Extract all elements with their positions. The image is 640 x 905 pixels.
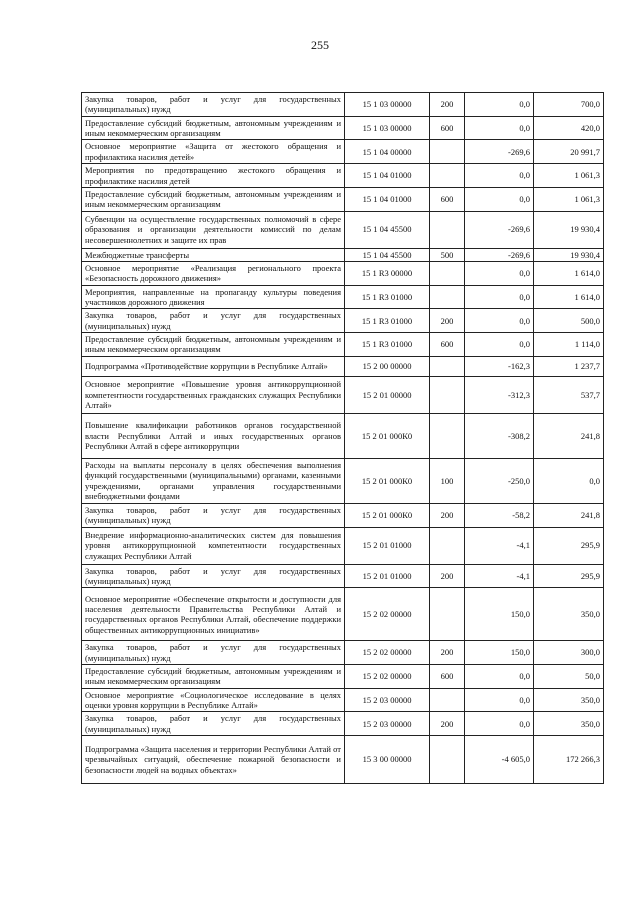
row-name-cell: Предоставление субсидий бюджетным, автономным учреждениям и иным некоммерческим организациям: [82, 116, 345, 140]
row-code-cell: 15 3 00 00000: [345, 736, 430, 784]
budget-table: [81, 92, 604, 784]
row-name-cell: Закупка товаров, работ и услуг для государственных (муниципальных) нужд: [82, 503, 345, 527]
row-name-cell: Основное мероприятие «Реализация регионального проекта «Безопасность дорожного движения»: [82, 261, 345, 285]
row-total-amount-cell: 300,0: [534, 641, 604, 665]
table-row: [82, 93, 604, 117]
row-code-cell: 15 2 02 00000: [345, 641, 430, 665]
row-change-amount-cell: -4,1: [465, 564, 534, 588]
row-change-amount-cell: -4 605,0: [465, 736, 534, 784]
row-change-amount-cell: 0,0: [465, 116, 534, 140]
table-row: [82, 413, 604, 458]
row-name-cell: Мероприятия, направленные на пропаганду культуры поведения участников дорожного движения: [82, 285, 345, 309]
row-total-amount-cell: 241,8: [534, 413, 604, 458]
row-code-cell: 15 2 01 01000: [345, 564, 430, 588]
budget-table-body: [82, 93, 604, 784]
row-total-amount-cell: 20 991,7: [534, 140, 604, 164]
row-name-cell: Предоставление субсидий бюджетным, автономным учреждениям и иным некоммерческим организациям: [82, 333, 345, 357]
row-total-amount-cell: 1 061,3: [534, 164, 604, 188]
row-code-cell: 15 1 03 00000: [345, 116, 430, 140]
row-expense-type-cell: 200: [430, 503, 465, 527]
row-total-amount-cell: 420,0: [534, 116, 604, 140]
row-code-cell: 15 1 04 45500: [345, 248, 430, 261]
row-code-cell: 15 1 R3 01000: [345, 309, 430, 333]
row-total-amount-cell: 1 114,0: [534, 333, 604, 357]
row-code-cell: 15 2 01 000К0: [345, 503, 430, 527]
row-code-cell: 15 1 R3 00000: [345, 261, 430, 285]
table-row: [82, 712, 604, 736]
row-expense-type-cell: [430, 527, 465, 564]
row-expense-type-cell: [430, 261, 465, 285]
table-row: [82, 688, 604, 712]
row-change-amount-cell: -312,3: [465, 376, 534, 413]
row-change-amount-cell: 0,0: [465, 187, 534, 211]
row-expense-type-cell: [430, 211, 465, 248]
row-change-amount-cell: -162,3: [465, 356, 534, 376]
table-row: [82, 641, 604, 665]
row-name-cell: Повышение квалификации работников органов государственной власти Республики Алтай и иных государственных органов Республики Алтай в сфере антикоррупции: [82, 413, 345, 458]
row-change-amount-cell: 150,0: [465, 641, 534, 665]
row-change-amount-cell: 150,0: [465, 588, 534, 641]
row-expense-type-cell: 200: [430, 641, 465, 665]
table-row: [82, 261, 604, 285]
row-change-amount-cell: -58,2: [465, 503, 534, 527]
table-row: [82, 664, 604, 688]
row-change-amount-cell: 0,0: [465, 261, 534, 285]
row-total-amount-cell: 700,0: [534, 93, 604, 117]
row-expense-type-cell: 600: [430, 664, 465, 688]
table-row: [82, 248, 604, 261]
row-name-cell: Закупка товаров, работ и услуг для государственных (муниципальных) нужд: [82, 564, 345, 588]
row-total-amount-cell: 350,0: [534, 688, 604, 712]
row-name-cell: Внедрение информационно-аналитических систем для повышения уровня антикоррупционной компетентности государственных служащих Республики Алтай: [82, 527, 345, 564]
row-total-amount-cell: 19 930,4: [534, 248, 604, 261]
row-name-cell: Основное мероприятие «Защита от жестокого обращения и профилактика насилия детей»: [82, 140, 345, 164]
row-change-amount-cell: 0,0: [465, 712, 534, 736]
row-name-cell: Предоставление субсидий бюджетным, автономным учреждениям и иным некоммерческим организациям: [82, 187, 345, 211]
row-expense-type-cell: [430, 413, 465, 458]
row-change-amount-cell: -4,1: [465, 527, 534, 564]
row-name-cell: Расходы на выплаты персоналу в целях обеспечения выполнения функций государственными (муниципальными) органами, казенными учреждениями, органами управления государственными внебюджетными фондами: [82, 458, 345, 503]
row-name-cell: Субвенции на осуществление государственных полномочий в сфере образования и организации деятельности комиссий по делам несовершеннолетних и защите их прав: [82, 211, 345, 248]
row-code-cell: 15 1 04 00000: [345, 140, 430, 164]
table-row: [82, 376, 604, 413]
table-row: [82, 187, 604, 211]
row-expense-type-cell: 600: [430, 116, 465, 140]
row-code-cell: 15 1 R3 01000: [345, 333, 430, 357]
table-row: [82, 527, 604, 564]
row-expense-type-cell: [430, 736, 465, 784]
row-expense-type-cell: [430, 356, 465, 376]
row-code-cell: 15 2 00 00000: [345, 356, 430, 376]
row-total-amount-cell: 50,0: [534, 664, 604, 688]
row-code-cell: 15 1 04 45500: [345, 211, 430, 248]
row-expense-type-cell: 500: [430, 248, 465, 261]
row-code-cell: 15 2 01 000К0: [345, 458, 430, 503]
row-name-cell: Мероприятия по предотвращению жестокого обращения и профилактике насилия детей: [82, 164, 345, 188]
table-row: [82, 309, 604, 333]
row-total-amount-cell: 1 061,3: [534, 187, 604, 211]
row-total-amount-cell: 537,7: [534, 376, 604, 413]
row-code-cell: 15 2 03 00000: [345, 712, 430, 736]
row-name-cell: Основное мероприятие «Обеспечение открытости и доступности для населения деятельности Правительства Республики Алтай и государственных органов Республики Алтай, обеспечение поддержки общественных антикоррупционных инициатив»: [82, 588, 345, 641]
table-row: [82, 458, 604, 503]
row-code-cell: 15 2 02 00000: [345, 664, 430, 688]
table-row: [82, 285, 604, 309]
row-total-amount-cell: 295,9: [534, 564, 604, 588]
row-name-cell: Предоставление субсидий бюджетным, автономным учреждениям и иным некоммерческим организациям: [82, 664, 345, 688]
row-change-amount-cell: 0,0: [465, 309, 534, 333]
row-change-amount-cell: 0,0: [465, 164, 534, 188]
row-change-amount-cell: 0,0: [465, 93, 534, 117]
row-name-cell: Закупка товаров, работ и услуг для государственных (муниципальных) нужд: [82, 641, 345, 665]
row-code-cell: 15 2 01 01000: [345, 527, 430, 564]
row-expense-type-cell: 200: [430, 712, 465, 736]
row-expense-type-cell: [430, 285, 465, 309]
row-total-amount-cell: 500,0: [534, 309, 604, 333]
row-expense-type-cell: 200: [430, 93, 465, 117]
row-total-amount-cell: 350,0: [534, 712, 604, 736]
row-total-amount-cell: 19 930,4: [534, 211, 604, 248]
table-row: [82, 333, 604, 357]
row-expense-type-cell: 600: [430, 333, 465, 357]
row-code-cell: 15 1 03 00000: [345, 93, 430, 117]
row-code-cell: 15 1 04 01000: [345, 164, 430, 188]
row-change-amount-cell: 0,0: [465, 664, 534, 688]
row-expense-type-cell: 600: [430, 187, 465, 211]
row-expense-type-cell: [430, 140, 465, 164]
table-row: [82, 564, 604, 588]
row-change-amount-cell: -250,0: [465, 458, 534, 503]
table-row: [82, 503, 604, 527]
row-expense-type-cell: [430, 688, 465, 712]
row-total-amount-cell: 172 266,3: [534, 736, 604, 784]
table-row: [82, 588, 604, 641]
row-total-amount-cell: 295,9: [534, 527, 604, 564]
row-change-amount-cell: 0,0: [465, 333, 534, 357]
row-expense-type-cell: 200: [430, 564, 465, 588]
row-code-cell: 15 2 01 00000: [345, 376, 430, 413]
row-code-cell: 15 2 01 000К0: [345, 413, 430, 458]
row-change-amount-cell: -308,2: [465, 413, 534, 458]
row-total-amount-cell: 241,8: [534, 503, 604, 527]
row-code-cell: 15 2 03 00000: [345, 688, 430, 712]
row-change-amount-cell: -269,6: [465, 140, 534, 164]
row-change-amount-cell: 0,0: [465, 285, 534, 309]
row-total-amount-cell: 1 614,0: [534, 261, 604, 285]
row-name-cell: Подпрограмма «Противодействие коррупции в Республике Алтай»: [82, 356, 345, 376]
row-name-cell: Подпрограмма «Защита населения и территории Республики Алтай от чрезвычайных ситуаций, обеспечение пожарной безопасности и безопасности людей на водных объектах»: [82, 736, 345, 784]
table-row: [82, 140, 604, 164]
table-row: [82, 164, 604, 188]
row-name-cell: Закупка товаров, работ и услуг для государственных (муниципальных) нужд: [82, 712, 345, 736]
table-row: [82, 211, 604, 248]
row-total-amount-cell: 350,0: [534, 588, 604, 641]
row-change-amount-cell: -269,6: [465, 248, 534, 261]
row-name-cell: Основное мероприятие «Повышение уровня антикоррупционной компетентности государственных гражданских служащих Республики Алтай»: [82, 376, 345, 413]
table-row: [82, 116, 604, 140]
row-code-cell: 15 2 02 00000: [345, 588, 430, 641]
row-total-amount-cell: 1 237,7: [534, 356, 604, 376]
row-total-amount-cell: 1 614,0: [534, 285, 604, 309]
row-expense-type-cell: [430, 588, 465, 641]
page-number: 255: [311, 38, 329, 52]
row-name-cell: Закупка товаров, работ и услуг для государственных (муниципальных) нужд: [82, 93, 345, 117]
row-code-cell: 15 1 R3 01000: [345, 285, 430, 309]
row-total-amount-cell: 0,0: [534, 458, 604, 503]
row-expense-type-cell: [430, 376, 465, 413]
table-row: [82, 736, 604, 784]
row-expense-type-cell: 100: [430, 458, 465, 503]
row-code-cell: 15 1 04 01000: [345, 187, 430, 211]
row-change-amount-cell: -269,6: [465, 211, 534, 248]
table-row: [82, 356, 604, 376]
row-change-amount-cell: 0,0: [465, 688, 534, 712]
row-expense-type-cell: 200: [430, 309, 465, 333]
row-name-cell: Основное мероприятие «Социологическое исследование в целях оценки уровня коррупции в Республике Алтай»: [82, 688, 345, 712]
row-name-cell: Межбюджетные трансферты: [82, 248, 345, 261]
row-name-cell: Закупка товаров, работ и услуг для государственных (муниципальных) нужд: [82, 309, 345, 333]
row-expense-type-cell: [430, 164, 465, 188]
